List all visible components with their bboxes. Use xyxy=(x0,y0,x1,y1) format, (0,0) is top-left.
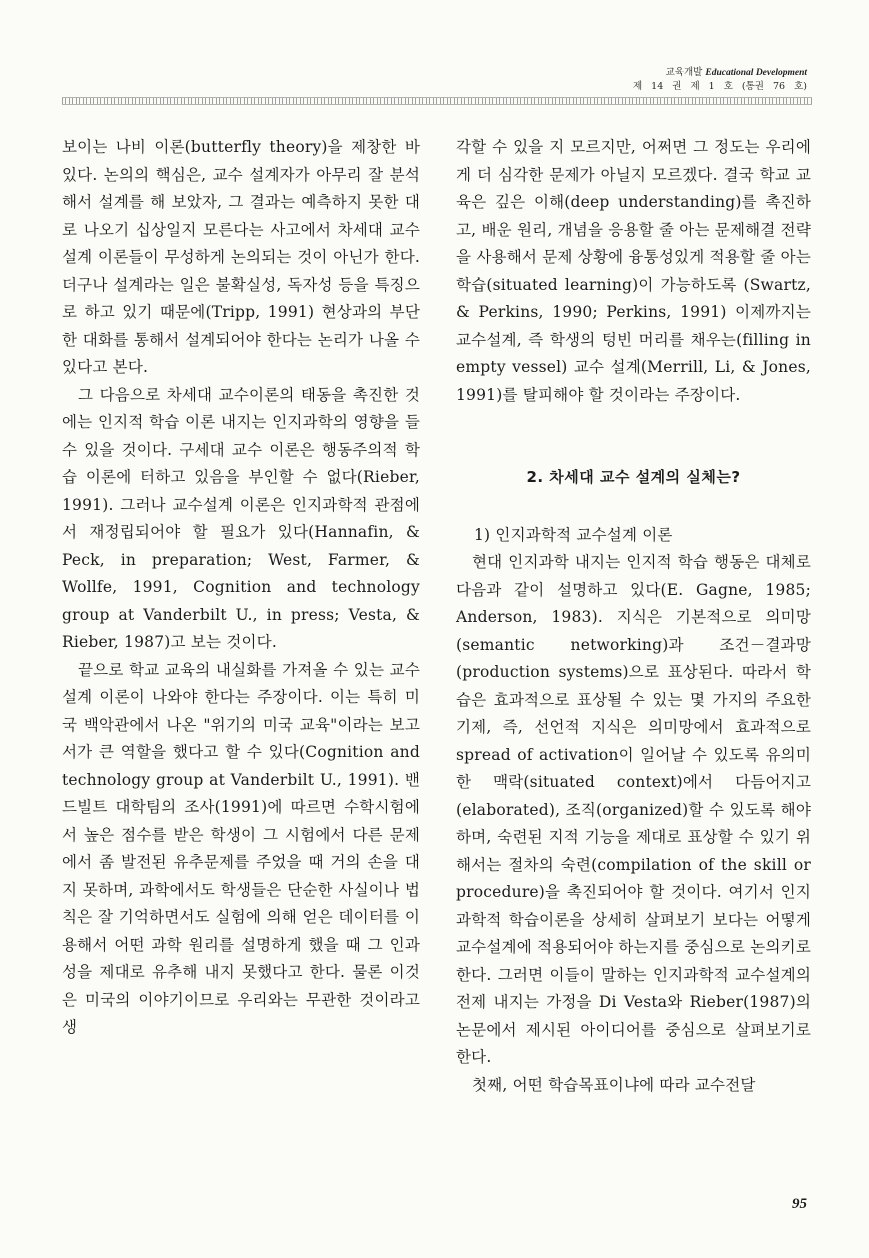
right-paragraph-2: 현대 인지과학 내지는 인지적 학습 행동은 대체로 다음과 같이 설명하고 있다(E. Gagne, 1985; Anderson, 1983). 지식은 기본적으로 의미망(semantic networking)과 조건－결과망(production systems)으로 표상된다. 따라서 학습은 효과적으로 표상될 수 있는 몇 가지의 주요한 기제, 즉, 선언적 지식은 의미망에서 효과적으로 spread of activation이 일어날 수 있도록 유의미한 맥락(situated context)에서 다듬어지고(elaborated), 조직(organized)할 수 있도록 해야 하며, 숙련된 지적 기능을 제대로 표상할 수 있기 위해서는 절차의 숙련(compilation of the skill or procedure)을 촉진되어야 할 것이다. 여기서 인지과학적 학습이론을 상세히 살펴보기 보다는 어떻게 교수설계에 적용되어야 하는지를 중심으로 논의키로 한다. 그러면 이들이 말하는 인지과학적 교수설계의 전제 내지는 가정을 Di Vesta와 Rieber(1987)의 논문에서 제시된 아이디어를 중심으로 살펴보기로 한다. xyxy=(456,553,811,1066)
right-column xyxy=(456,134,811,1099)
journal-title-ko: 교육개발 xyxy=(665,67,703,78)
issue-info: 제 14 권 제 1 호 (통권 76 호) xyxy=(632,81,807,92)
left-paragraph-1: 보이는 나비 이론(butterfly theory)을 제창한 바 있다. 논의의 핵심은, 교수 설계자가 아무리 잘 분석해서 설계를 해 보았자, 그 결과는 예측하지 못한 대로 나오기 십상일지 모른다는 사고에서 차세대 교수설계 이론들이 무성하게 논의되는 것이 아닌가 한다. 더구나 설계라는 일은 불확실성, 독자성 등을 특징으로 하고 있기 때문에(Tripp, 1991) 현상과의 부단한 대화를 통해서 설계되어야 한다는 논리가 나올 수 있다고 본다. xyxy=(62,138,420,376)
header-rule xyxy=(62,97,812,105)
left-paragraph-2: 그 다음으로 차세대 교수이론의 태동을 촉진한 것에는 인지적 학습 이론 내지는 인지과학의 영향을 들 수 있을 것이다. 구세대 교수 이론은 행동주의적 학습 이론에 터하고 있음을 부인할 수 없다(Rieber, 1991). 그러나 교수설계 이론은 인지과학적 관점에서 재정립되어야 할 필요가 있다(Hannafin, & Peck, in preparation; West, Farmer, & Wollfe, 1991, Cognition and technology group at Vanderbilt U., in press; Vesta, & Rieber, 1987)고 보는 것이다. xyxy=(62,385,420,651)
journal-title-en: Educational Development xyxy=(705,68,807,78)
running-head xyxy=(633,66,807,93)
right-paragraph-3: 첫째, 어떤 학습목표이냐에 따라 교수전달 xyxy=(472,1075,756,1094)
section-heading: 2. 차세대 교수 설계의 실체는? xyxy=(526,468,741,486)
left-paragraph-3: 끝으로 학교 교육의 내실화를 가져올 수 있는 교수설계 이론이 나와야 한다는 주장이다. 이는 특히 미국 백악관에서 나온 "위기의 미국 교육"이라는 보고서가 큰 역할을 했다고 할 수 있다(Cognition and technology group at Vanderbilt U., 1991). 밴드빌트 대학팀의 조사(1991)에 따르면 수학시험에서 높은 점수를 받은 학생이 그 시험에서 다른 문제에서 좀 발전된 유추문제를 주었을 때 거의 손을 대지 못하며, 과학에서도 학생들은 단순한 사실이나 법칙은 잘 기억하면서도 실험에 의해 얻은 데이터를 이용해서 어떤 과학 원리를 설명하게 했을 때 그 인과성을 제대로 유추해 내지 못했다고 한다. 물론 이것은 미국의 이야기이므로 우리와는 무관한 것이라고 생 xyxy=(62,660,420,1036)
right-paragraph-1: 각할 수 있을 지 모르지만, 어쩌면 그 정도는 우리에게 더 심각한 문제가 아닐지 모르겠다. 결국 학교 교육은 깊은 이해(deep understanding)를 촉진하고, 배운 원리, 개념을 응용할 줄 아는 문제해결 전략을 사용해서 문제 상황에 융통성있게 적용할 줄 아는 학습(situated learning)이 가능하도록 (Swartz, & Perkins, 1990; Perkins, 1991) 이제까지는 교수설계, 즉 학생의 텅빈 머리를 채우는(filling in empty vessel) 교수 설계(Merrill, Li, & Jones, 1991)를 탈피해야 할 것이라는 주장이다. xyxy=(456,138,811,404)
left-column xyxy=(62,134,420,1042)
journal-title xyxy=(633,66,807,80)
subsection-heading: 1) 인지과학적 교수설계 이론 xyxy=(474,525,673,544)
page-number: 95 xyxy=(792,1196,807,1212)
